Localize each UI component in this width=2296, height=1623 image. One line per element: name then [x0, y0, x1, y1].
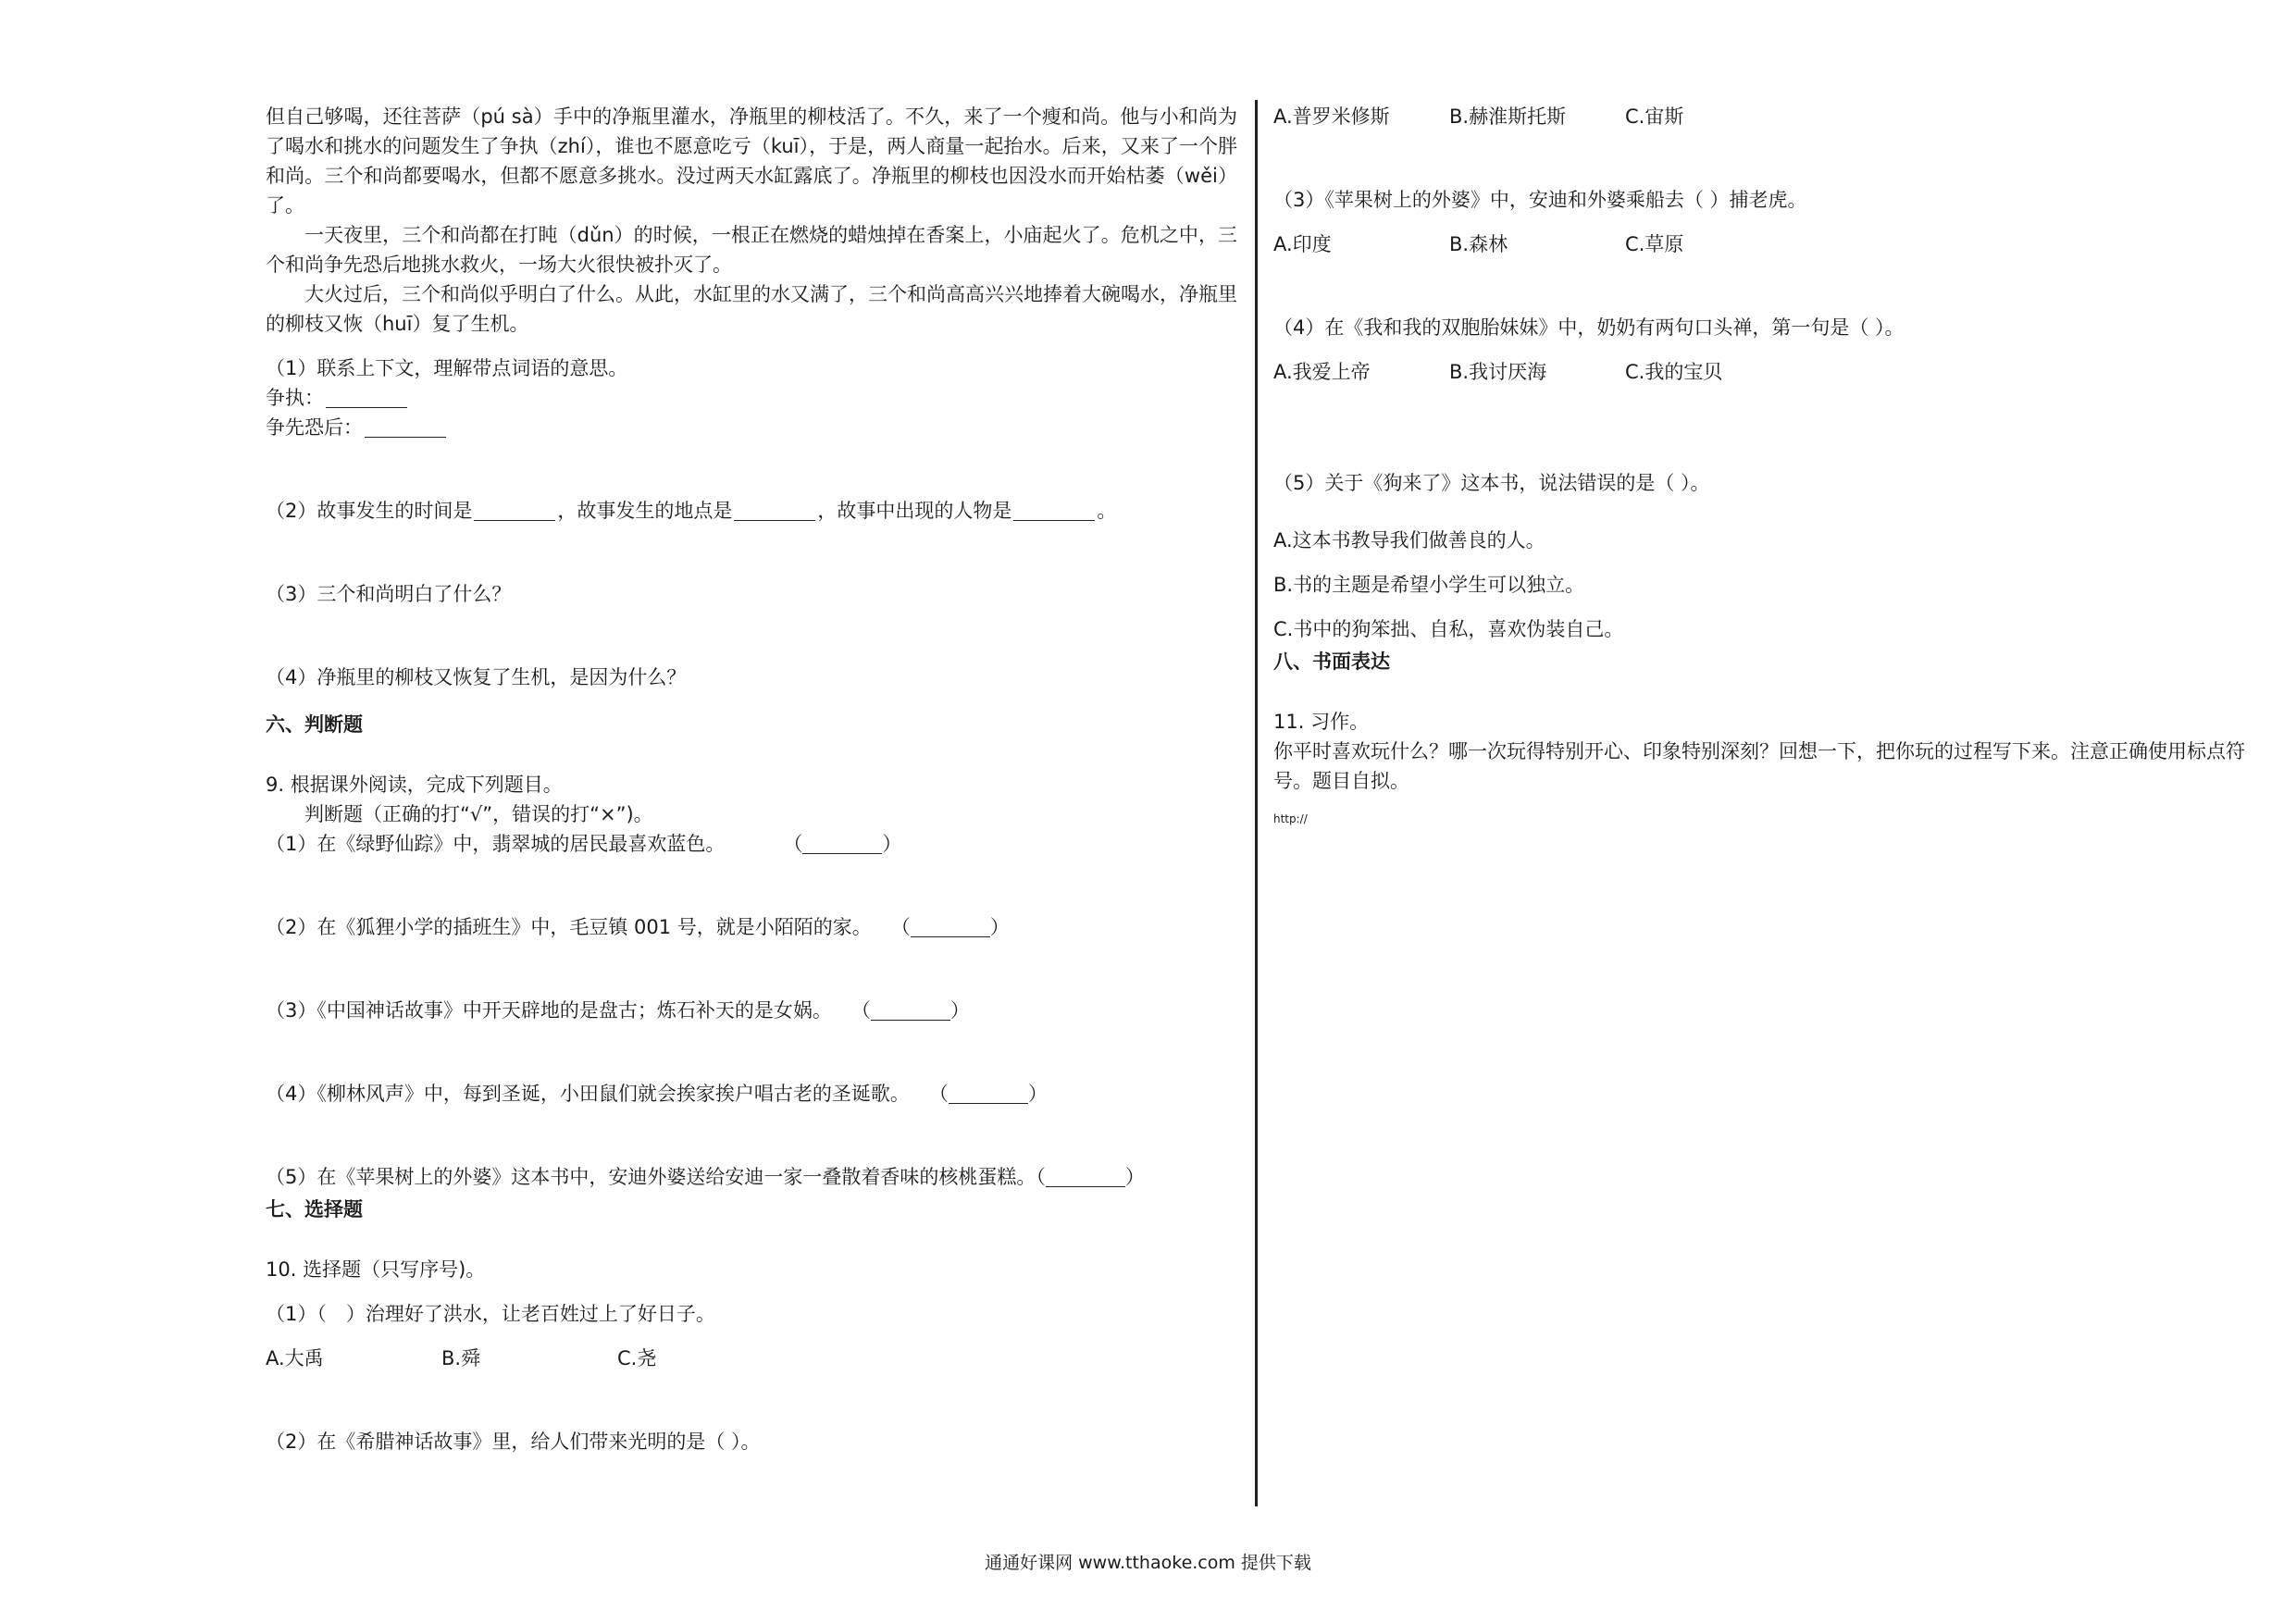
option[interactable]: A.大禹	[266, 1347, 324, 1369]
option[interactable]: B.赫淮斯托斯	[1449, 105, 1567, 128]
option[interactable]: B.我讨厌海	[1449, 361, 1547, 383]
answer-blank[interactable]	[734, 500, 815, 521]
question-1-item-b: 争先恐后：	[266, 413, 1237, 442]
question-11-title: 11. 习作。	[1273, 711, 1370, 733]
option[interactable]: C.宙斯	[1625, 105, 1684, 128]
choice-options-4	[1273, 357, 2245, 387]
question-1-item-a: 争执：	[266, 383, 1237, 413]
small-text: http://	[1273, 812, 1308, 825]
section-heading-8: 八、书面表达	[1273, 650, 1390, 673]
answer-blank[interactable]	[911, 916, 990, 937]
answer-blank[interactable]	[365, 416, 446, 438]
section-heading-6: 六、判断题	[266, 713, 363, 736]
option[interactable]: B.舜	[441, 1347, 481, 1369]
answer-blank[interactable]	[1013, 500, 1095, 521]
passage-paragraph: 大火过后，三个和尚似乎明白了什么。从此，水缸里的水又满了，三个和尚高高兴兴地捧着大碗喝水，净瓶里的柳枝又恢（huī）复了生机。	[266, 283, 1237, 335]
choice-options-3	[1273, 229, 2245, 259]
question-2: （2）故事发生的时间是 ，故事发生的地点是 ，故事中出现的人物是 。	[266, 500, 1117, 522]
true-false-item: （4）《柳林风声》中，每到圣诞，小田鼠们就会挨家挨户唱古老的圣诞歌。 （ ）	[266, 1083, 1048, 1105]
option[interactable]: C.书中的狗笨拙、自私，喜欢伪装自己。	[1273, 618, 1624, 640]
choice-question-3: （3）《苹果树上的外婆》中，安迪和外婆乘船去（ ）捕老虎。	[1273, 189, 1807, 211]
question-10-title: 10. 选择题（只写序号)。	[266, 1258, 486, 1281]
option[interactable]: A.普罗米修斯	[1273, 105, 1390, 128]
section-heading-7: 七、选择题	[266, 1198, 363, 1220]
question-3: （3）三个和尚明白了什么？	[266, 583, 512, 605]
true-false-item: （1）在《绿野仙踪》中，翡翠城的居民最喜欢蓝色。 （ ）	[266, 833, 902, 855]
column-divider	[1255, 100, 1258, 1506]
true-false-item: （2）在《狐狸小学的插班生》中，毛豆镇 001 号，就是小陌陌的家。 （ ）	[266, 916, 1010, 938]
right-column	[1273, 102, 2245, 827]
question-9-instruction: 判断题（正确的打“√”，错误的打“×”)。	[304, 803, 653, 825]
answer-blank[interactable]	[949, 1083, 1028, 1104]
answer-blank[interactable]	[1046, 1166, 1125, 1187]
question-1: （1）联系上下文，理解带点词语的意思。	[266, 357, 628, 379]
choice-options-2	[1273, 102, 2245, 131]
answer-blank[interactable]	[802, 833, 882, 854]
passage-paragraph: 但自己够喝，还往菩萨（pú sà）手中的净瓶里灌水，净瓶里的柳枝活了。不久，来了一个瘦和尚。他与小和尚为了喝水和挑水的问题发生了争执（zhí），谁也不愿意吃亏（kuī），于是，两人商量一起抬水。后来，又来了一个胖和尚。三个和尚都要喝水，但都不愿意多挑水。没过两天水缸露底了。净瓶里的柳枝也因没水而开始枯萎（wěi）了。	[266, 105, 1237, 217]
choice-question-5: （5）关于《狗来了》这本书，说法错误的是（ ）。	[1273, 472, 1710, 494]
option[interactable]: A.这本书教导我们做善良的人。	[1273, 529, 1545, 551]
choice-question-1: （1）（ ）治理好了洪水，让老百姓过上了好日子。	[266, 1303, 715, 1325]
choice-question-2: （2）在《希腊神话故事》里，给人们带来光明的是（ ）。	[266, 1431, 761, 1453]
choice-options-1	[266, 1344, 1237, 1373]
option[interactable]: B.书的主题是希望小学生可以独立。	[1273, 574, 1585, 596]
page-footer: 通通好课网 www.tthaoke.com 提供下载	[985, 1553, 1311, 1573]
answer-blank[interactable]	[474, 500, 555, 521]
passage-paragraph: 一天夜里，三个和尚都在打盹（dǔn）的时候，一根正在燃烧的蜡烛掉在香案上，小庙起火了。危机之中，三个和尚争先恐后地挑水救火，一场大火很快被扑灭了。	[266, 224, 1237, 276]
question-4: （4）净瓶里的柳枝又恢复了生机，是因为什么？	[266, 666, 687, 688]
true-false-item: （5）在《苹果树上的外婆》这本书中，安迪外婆送给安迪一家一叠散着香味的核桃蛋糕。（ ）	[266, 1166, 1145, 1188]
answer-blank[interactable]	[326, 387, 407, 408]
option[interactable]: A.印度	[1273, 233, 1332, 255]
question-9-title: 9. 根据课外阅读，完成下列题目。	[266, 774, 563, 796]
option[interactable]: C.我的宝贝	[1625, 361, 1723, 383]
left-column	[266, 102, 1237, 1456]
option[interactable]: C.尧	[617, 1347, 657, 1369]
true-false-item: （3）《中国神话故事》中开天辟地的是盘古；炼石补天的是女娲。 （ ）	[266, 999, 970, 1022]
choice-question-4: （4）在《我和我的双胞胎妹妹》中，奶奶有两句口头禅，第一句是（ ）。	[1273, 316, 1905, 339]
option[interactable]: C.草原	[1625, 233, 1684, 255]
answer-blank[interactable]	[871, 999, 950, 1021]
question-11-body: 你平时喜欢玩什么？哪一次玩得特别开心、印象特别深刻？回想一下，把你玩的过程写下来。注意正确使用标点符号。题目自拟。	[1273, 740, 2245, 792]
option[interactable]: B.森林	[1449, 233, 1508, 255]
option[interactable]: A.我爱上帝	[1273, 361, 1371, 383]
